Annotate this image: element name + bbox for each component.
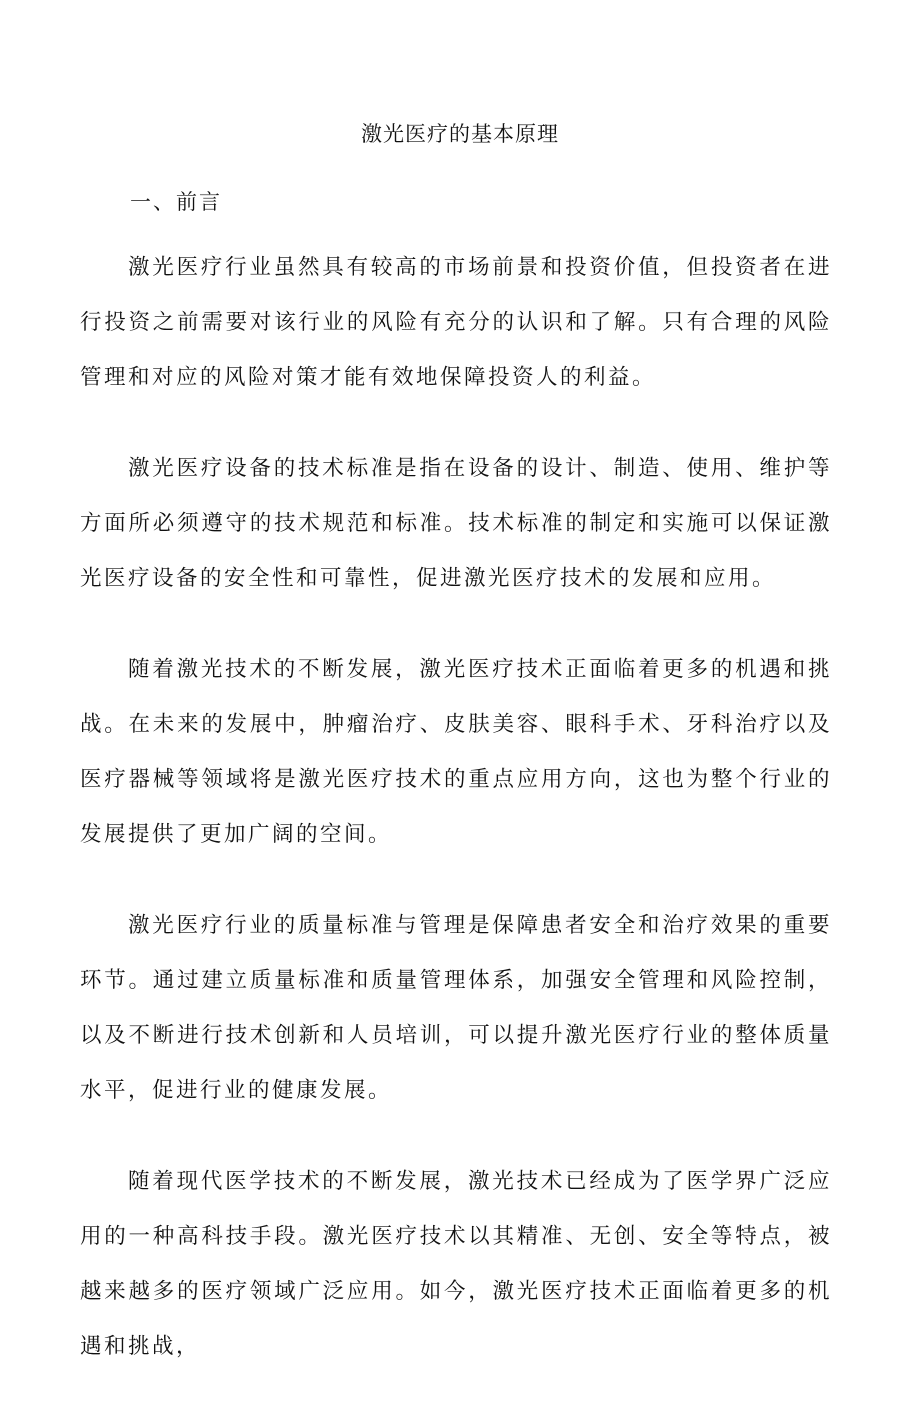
document-body	[80, 240, 832, 1410]
document-title: 激光医疗的基本原理	[361, 122, 559, 146]
paragraph: 随着激光技术的不断发展，激光医疗技术正面临着更多的机遇和挑战。在未来的发展中，肿瘤治疗、皮肤美容、眼科手术、牙科治疗以及医疗器械等领域将是激光医疗技术的重点应用方向，这也为整个行业的发展提供了更加广阔的空间。	[80, 657, 832, 847]
paragraph: 随着现代医学技术的不断发展，激光技术已经成为了医学界广泛应用的一种高科技手段。激光医疗技术以其精准、无创、安全等特点，被越来越多的医疗领域广泛应用。如今，激光医疗技术正面临着更多的机遇和挑战，	[80, 1169, 832, 1359]
paragraph: 激光医疗行业的质量标准与管理是保障患者安全和治疗效果的重要环节。通过建立质量标准和质量管理体系，加强安全管理和风险控制，以及不断进行技术创新和人员培训，可以提升激光医疗行业的整体质量水平，促进行业的健康发展。	[80, 913, 832, 1103]
section-heading: 一、前言	[130, 190, 222, 214]
paragraph: 激光医疗行业虽然具有较高的市场前景和投资价值，但投资者在进行投资之前需要对该行业的风险有充分的认识和了解。只有合理的风险管理和对应的风险对策才能有效地保障投资人的利益。	[80, 255, 832, 390]
paragraph: 激光医疗设备的技术标准是指在设备的设计、制造、使用、维护等方面所必须遵守的技术规范和标准。技术标准的制定和实施可以保证激光医疗设备的安全性和可靠性，促进激光医疗技术的发展和应用。	[80, 456, 832, 591]
